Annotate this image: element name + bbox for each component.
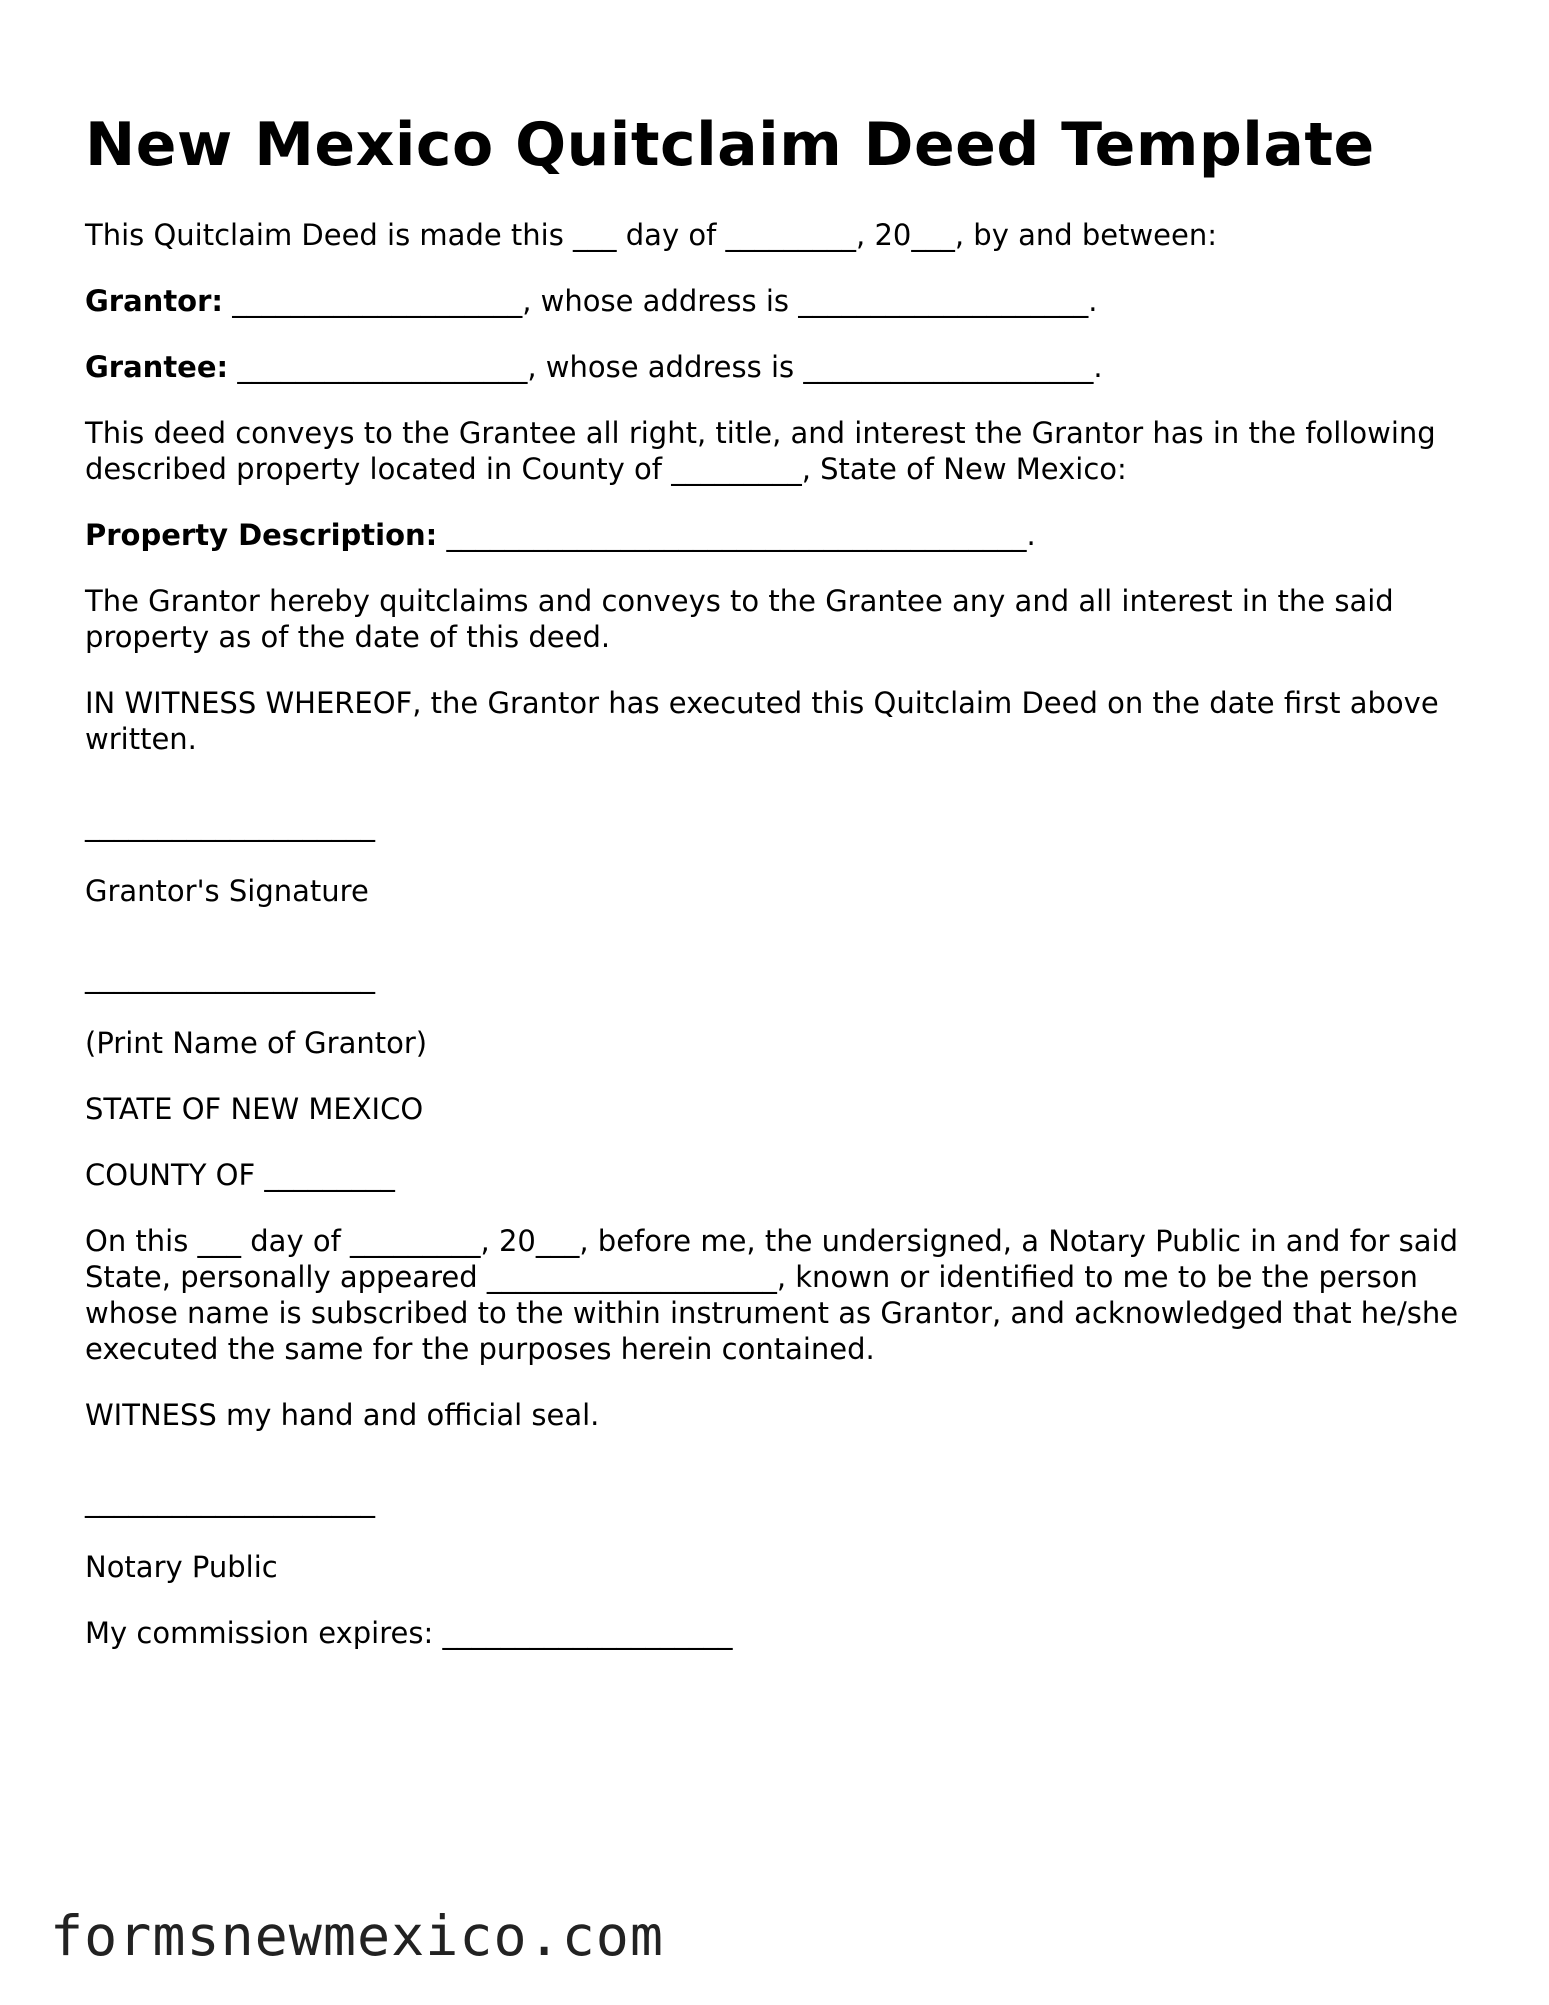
- county-line: COUNTY OF _________: [85, 1158, 395, 1192]
- notary-acknowledgment-paragraph: On this ___ day of _________, 20___, before me, the undersigned, a Notary Public in and for said State, personally appeared ____________________, known or identified to me to be the person whose name is subscribed to the within instrument as Grantor, and acknowledged that he/she executed the same for the purposes herein contained.: [85, 1224, 1468, 1366]
- grantor-line: [85, 283, 1475, 319]
- grantor-signature-label: Grantor's Signature: [85, 874, 369, 908]
- property-description-blank: ________________________________________.: [437, 518, 1036, 552]
- quitclaim-clause: The Grantor hereby quitclaims and conveys to the Grantee any and all interest in the said property as of the date of this deed.: [85, 584, 1403, 654]
- notary-public-label: Notary Public: [85, 1550, 278, 1584]
- notary-signature-line: ____________________: [85, 1484, 375, 1518]
- witness-seal-line: WITNESS my hand and official seal.: [85, 1398, 600, 1432]
- state-line: STATE OF NEW MEXICO: [85, 1092, 424, 1126]
- grantee-label: Grantee:: [85, 350, 229, 384]
- grantee-line: [85, 349, 1475, 385]
- property-description-label: Property Description:: [85, 518, 438, 552]
- print-name-line: ____________________: [85, 960, 375, 994]
- conveyance-paragraph: This deed conveys to the Grantee all right, title, and interest the Grantor has in the following described property located in County of _________, State of New Mexico:: [85, 416, 1445, 486]
- print-name-label: (Print Name of Grantor): [85, 1026, 428, 1060]
- witness-clause: IN WITNESS WHEREOF, the Grantor has executed this Quitclaim Deed on the date first above written.: [85, 686, 1448, 756]
- intro-paragraph: This Quitclaim Deed is made this ___ day of _________, 20___, by and between:: [85, 218, 1218, 252]
- document-page: [85, 103, 1475, 1681]
- grantor-signature-line: ____________________: [85, 808, 375, 842]
- footer-domain-watermark: formsnewmexico.com: [50, 1904, 665, 1968]
- grantor-blank-text: ____________________, whose address is ____________________.: [223, 284, 1098, 318]
- property-description-line: [85, 517, 1475, 553]
- grantor-label: Grantor:: [85, 284, 224, 318]
- commission-expires-line: My commission expires: ____________________: [85, 1616, 733, 1650]
- grantee-blank-text: ____________________, whose address is ____________________.: [228, 350, 1103, 384]
- document-title: New Mexico Quitclaim Deed Template: [85, 110, 1375, 180]
